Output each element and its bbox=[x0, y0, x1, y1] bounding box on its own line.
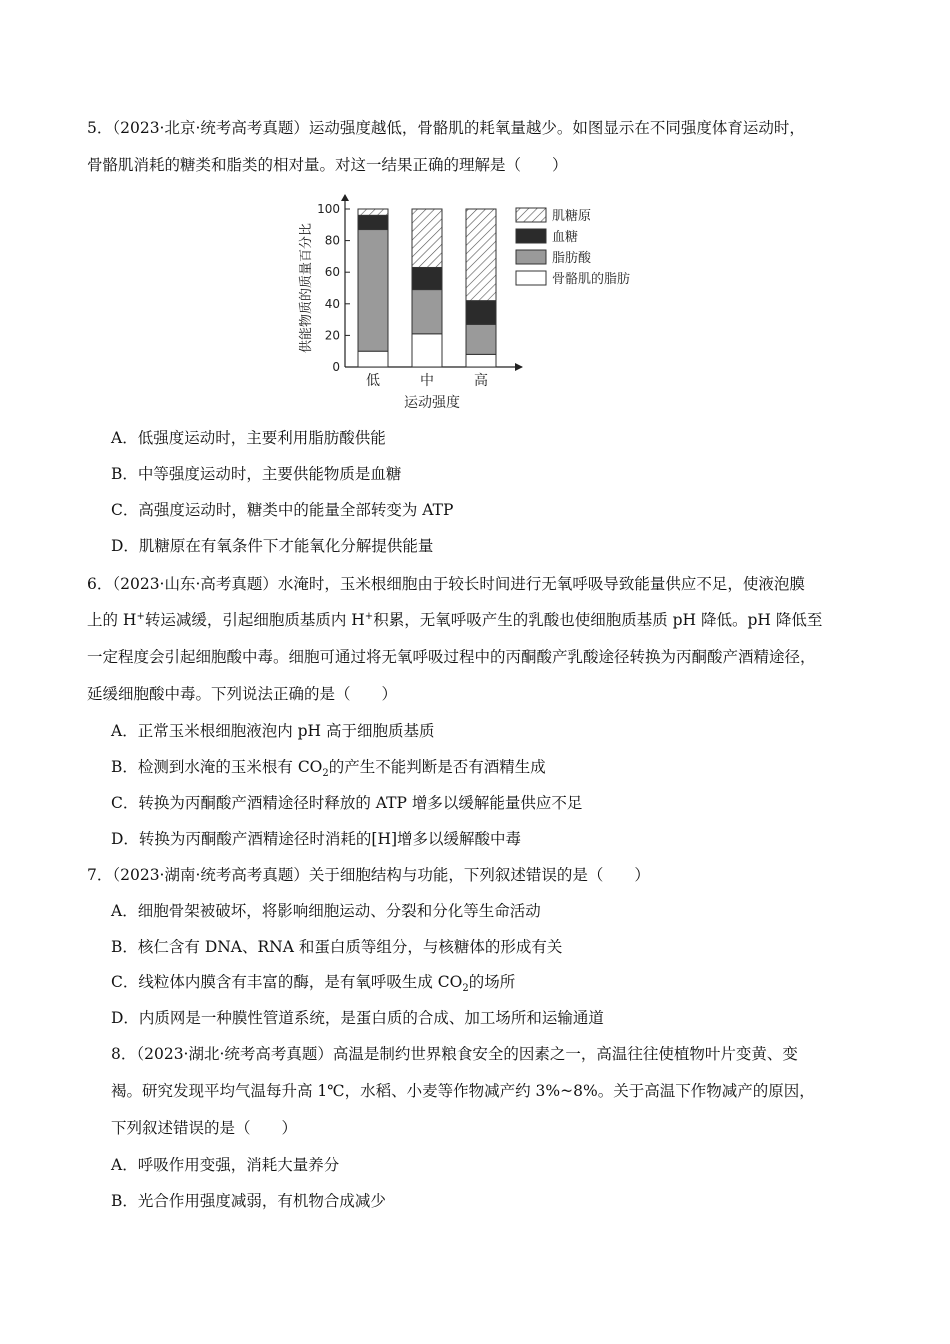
q6-stem-line4: 延缓细胞酸中毒。下列说法正确的是（ ） bbox=[87, 685, 398, 703]
q6-stem-line3: 一定程度会引起细胞酸中毒。细胞可通过将无氧呼吸过程中的丙酮酸产乳酸途径转换为丙酮酸产酒精途径， bbox=[87, 648, 816, 666]
y-axis-label: 供能物质的质量百分比 bbox=[299, 222, 314, 354]
q6-option-c: C．转换为丙酮酸产酒精途径时释放的 ATP 增多以缓解能量供应不足 bbox=[111, 794, 583, 812]
q7-option-d: D．内质网是一种膜性管道系统，是蛋白质的合成、加工场所和运输通道 bbox=[111, 1009, 604, 1027]
legend-label: 血糖 bbox=[552, 230, 579, 245]
bar-segment bbox=[466, 209, 496, 301]
q6-option-d: D．转换为丙酮酸产酒精途径时消耗的[H]增多以缓解酸中毒 bbox=[111, 830, 522, 848]
legend-label: 脂肪酸 bbox=[552, 251, 592, 266]
y-tick-label: 60 bbox=[324, 265, 340, 280]
x-tick-label: 高 bbox=[474, 373, 488, 389]
y-tick-label: 100 bbox=[317, 202, 340, 216]
bar-segment bbox=[358, 215, 388, 229]
q8-stem-line3: 下列叙述错误的是（ ） bbox=[111, 1119, 298, 1137]
x-axis-arrow bbox=[515, 363, 523, 371]
q5-stem-line1: 5．（2023·北京·统考高考真题）运动强度越低，骨骼肌的耗氧量越少。如图显示在不同强度体育运动时， bbox=[87, 119, 805, 137]
legend-swatch bbox=[516, 250, 546, 264]
q8-option-b: B．光合作用强度减弱，有机物合成减少 bbox=[111, 1192, 386, 1210]
q5-stacked-bar-chart bbox=[290, 192, 650, 414]
y-tick-label: 40 bbox=[324, 296, 340, 311]
bar-segment bbox=[412, 334, 442, 367]
q5-option-d: D．肌糖原在有氧条件下才能氧化分解提供能量 bbox=[111, 537, 434, 555]
q7-option-b: B．核仁含有 DNA、RNA 和蛋白质等组分，与核糖体的形成有关 bbox=[111, 938, 563, 956]
q6-stem-line1: 6．（2023·山东·高考真题）水淹时，玉米根细胞由于较长时间进行无氧呼吸导致能量供应不足，使液泡膜 bbox=[87, 575, 805, 593]
q6-option-a: A．正常玉米根细胞液泡内 pH 高于细胞质基质 bbox=[111, 722, 435, 740]
q8-stem-line2: 褐。研究发现平均气温每升高 1℃，水稻、小麦等作物减产约 3%~8%。关于高温下作物减产的原因， bbox=[111, 1082, 815, 1100]
y-tick-label: 0 bbox=[332, 360, 340, 374]
q7-option-a: A．细胞骨架被破坏，将影响细胞运动、分裂和分化等生命活动 bbox=[111, 902, 541, 920]
q5-option-c: C．高强度运动时，糖类中的能量全部转变为 ATP bbox=[111, 501, 454, 519]
q5-option-b: B．中等强度运动时，主要供能物质是血糖 bbox=[111, 465, 402, 483]
bar-segment bbox=[412, 209, 442, 267]
legend-label: 肌糖原 bbox=[552, 209, 592, 224]
q6-stem-line2: 上的 H+转运减缓，引起细胞质基质内 H+积累，无氧呼吸产生的乳酸也使细胞质基质 pH 降低。pH 降低至 bbox=[87, 610, 823, 629]
bar-segment bbox=[466, 354, 496, 367]
legend-swatch bbox=[516, 208, 546, 222]
legend-swatch bbox=[516, 229, 546, 243]
q8-stem-line1: 8．（2023·湖北·统考高考真题）高温是制约世界粮食安全的因素之一，高温往往使植物叶片变黄、变 bbox=[111, 1045, 798, 1063]
bar-segment bbox=[466, 301, 496, 325]
bar-segment bbox=[412, 267, 442, 289]
y-axis-arrow bbox=[341, 194, 349, 201]
bar-segment bbox=[358, 230, 388, 352]
bar-segment bbox=[466, 324, 496, 354]
legend-label: 骨骼肌的脂肪 bbox=[552, 272, 631, 287]
bar-segment bbox=[412, 290, 442, 334]
x-tick-label: 中 bbox=[420, 373, 434, 389]
y-tick-label: 20 bbox=[324, 328, 340, 343]
q5-stem-line2: 骨骼肌消耗的糖类和脂类的相对量。对这一结果正确的理解是（ ） bbox=[87, 156, 568, 174]
bar-segment bbox=[358, 209, 388, 215]
q6-option-b: B．检测到水淹的玉米根有 $CO_2$的产生不能判断是否有酒精生成 bbox=[111, 758, 546, 780]
legend-swatch bbox=[516, 271, 546, 285]
x-tick-label: 低 bbox=[366, 373, 380, 389]
q8-option-a: A．呼吸作用变强，消耗大量养分 bbox=[111, 1156, 340, 1174]
y-tick-label: 80 bbox=[324, 233, 340, 248]
bar-segment bbox=[358, 351, 388, 367]
x-axis-label: 运动强度 bbox=[404, 395, 460, 411]
q7-stem-line1: 7．（2023·湖南·统考高考真题）关于细胞结构与功能，下列叙述错误的是（ ） bbox=[87, 866, 650, 884]
q5-option-a: A．低强度运动时，主要利用脂肪酸供能 bbox=[111, 429, 386, 447]
q7-option-c: C．线粒体内膜含有丰富的酶，是有氧呼吸生成 $CO_2$的场所 bbox=[111, 973, 516, 995]
